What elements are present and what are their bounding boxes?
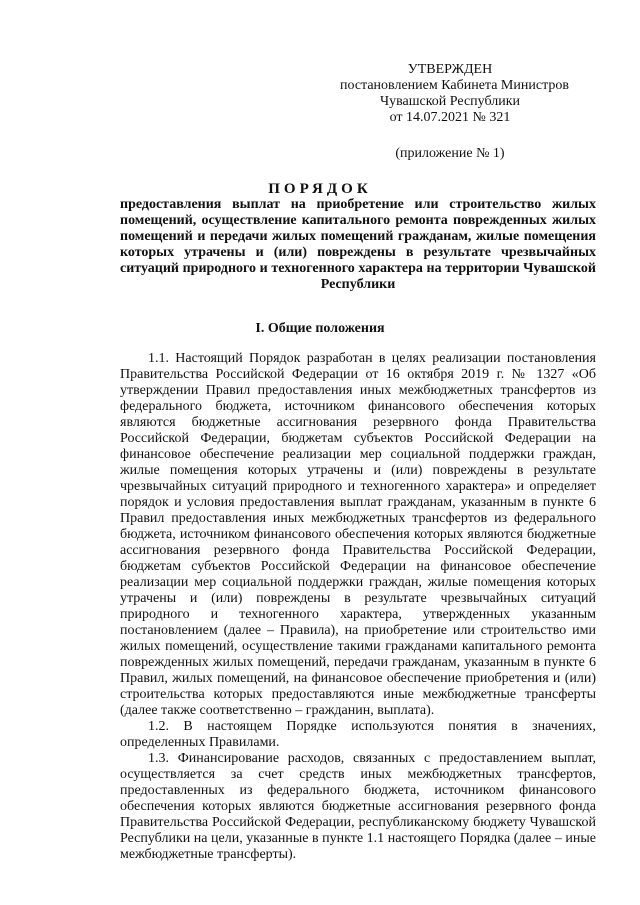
approval-date-number: от 14.07.2021 № 321: [389, 110, 511, 125]
document-subtitle: предоставления выплат на приобретение или строительство жилых помещений, осуществление капитального ремонта поврежденных жилых помещений и передачи жилых помещений гражданам, жилые помещения которых утрачены и (или) повреждены в результате чрезвычайных ситуаций природного и техногенного характера на территории Чувашской Республики: [120, 197, 596, 292]
paragraph-1-3: 1.3. Финансирование расходов, связанных с предоставлением выплат, осуществляется за счет средств иных межбюджетных трансфертов, предоставленных из федерального бюджета, источником финансового обеспечения которых являются бюджетные ассигнования резервного фонда Правительства Российской Федерации, республиканскому бюджету Чувашской Республики на цели, указанные в пункте 1.1 настоящего Порядка (далее – иные межбюджетные трансферты).: [120, 751, 596, 862]
approval-region: Чувашской Республики: [379, 94, 521, 109]
section-heading: I. Общие положения: [255, 321, 385, 336]
approval-block: [340, 62, 569, 162]
paragraph-1-2: 1.2. В настоящем Порядке используются понятия в значениях, определенных Правилами.: [120, 719, 596, 750]
paragraph-1-1: 1.1. Настоящий Порядок разработан в целях реализации постановления Правительства Российской Федерации от 16 октября 2019 г. № 1327 «Об утверждении Правил предоставления иных межбюджетных трансфертов из федерального бюджета, источником финансового обеспечения которых являются бюджетные ассигнования резервного фонда Правительства Российской Федерации, бюджетам субъектов Российской Федерации на финансовое обеспечение реализации мер социальной поддержки граждан, жилые помещения которых утрачены и (или) повреждены в результате чрезвычайных ситуаций природного и техногенного характера» и определяет порядок и условия предоставления выплат гражданам, указанным в пункте 6 Правил предоставления иных межбюджетных трансфертов из федерального бюджета, источником финансового обеспечения которых являются бюджетные ассигнования резервного фонда Правительства Российской Федерации, бюджетам субъектов Российской Федерации на финансовое обеспечение реализации мер социальной поддержки граждан, жилые помещения которых утрачены и (или) повреждены в результате чрезвычайных ситуаций природного и техногенного характера, утвержденных указанным постановлением (далее – Правила), на приобретение или строительство ими жилых помещений, осуществление такими гражданами капитального ремонта поврежденных жилых помещений, передачи гражданам, указанным в пункте 6 Правил, жилых помещений, на финансовое обеспечение приобретения и (или) строительства которых предоставляются иные межбюджетные трансферты (далее также соответственно – гражданин, выплата).: [120, 351, 596, 718]
appendix-note: (приложение № 1): [395, 146, 505, 161]
document-body: [120, 351, 596, 863]
approval-authority: постановлением Кабинета Министров: [340, 78, 569, 93]
document-title: ПОРЯДОК: [268, 181, 372, 197]
approval-status: УТВЕРЖДЕН: [407, 62, 493, 77]
